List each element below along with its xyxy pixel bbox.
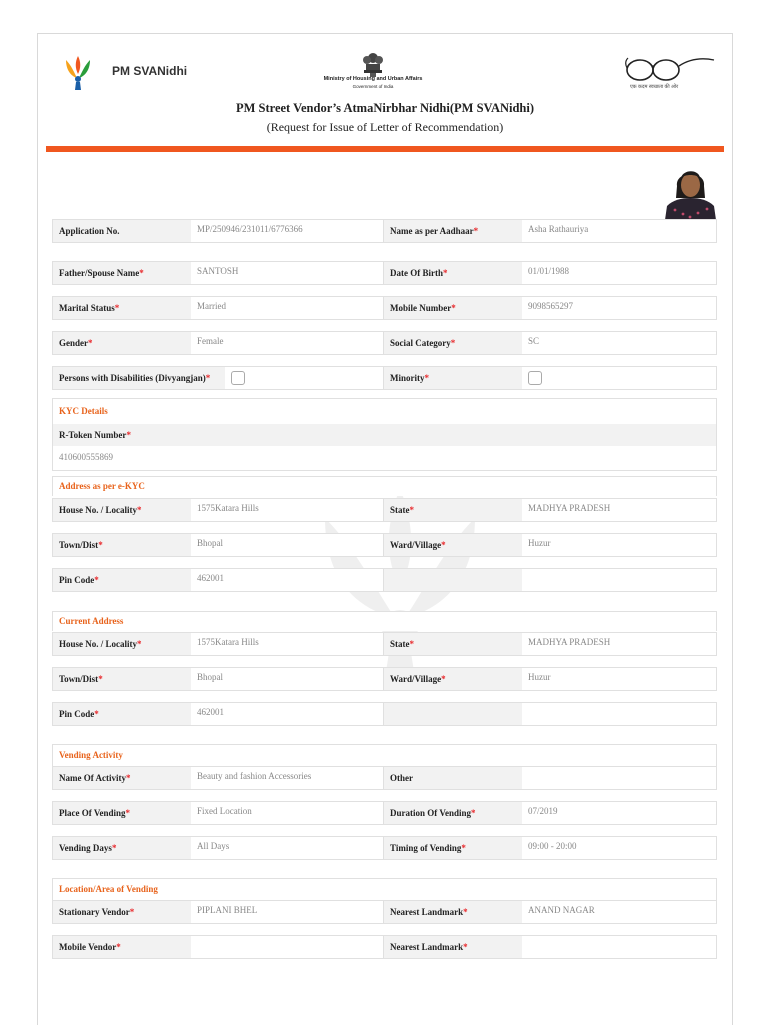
gender-value: Female	[197, 336, 224, 346]
ekyc-state-label: State*	[384, 499, 522, 521]
header-divider	[46, 146, 724, 152]
government-line: Government of India	[352, 84, 394, 89]
timing-label: Timing of Vending*	[384, 837, 522, 859]
marital-status-field	[52, 296, 384, 320]
marital-status-value: Married	[197, 301, 226, 311]
activity-value: Beauty and fashion Accessories	[197, 771, 312, 781]
current-state-label: State*	[384, 633, 522, 655]
current-address-heading: Current Address	[59, 616, 124, 626]
kyc-section	[52, 398, 717, 471]
current-ward-value: Huzur	[528, 672, 551, 682]
social-category-field	[383, 331, 717, 355]
place-of-vending-field	[52, 801, 384, 825]
marital-status-label: Marital Status*	[53, 297, 191, 319]
dob-label: Date Of Birth*	[384, 262, 522, 284]
name-field	[383, 219, 717, 243]
current-empty-field	[383, 702, 717, 726]
ekyc-pin-value: 462001	[197, 573, 224, 583]
stationary-vendor-value: PIPLANI BHEL	[197, 905, 258, 915]
kyc-heading: KYC Details	[59, 406, 108, 416]
ekyc-address-heading: Address as per e-KYC	[59, 481, 145, 491]
ekyc-address-section	[52, 476, 717, 496]
current-town-label: Town/Dist*	[53, 668, 191, 690]
current-pin-value: 462001	[197, 707, 224, 717]
application-no-label: Application No.	[53, 220, 191, 242]
timing-value: 09:00 - 20:00	[528, 841, 577, 851]
gender-label: Gender*	[53, 332, 191, 354]
pwd-field	[52, 366, 384, 390]
duration-field	[383, 801, 717, 825]
ekyc-empty-label	[384, 569, 522, 591]
place-of-vending-value: Fixed Location	[197, 806, 252, 816]
vending-days-label: Vending Days*	[53, 837, 191, 859]
swachh-bharat-tagline: एक कदम स्वच्छता की ओर	[630, 84, 679, 90]
father-name-value: SANTOSH	[197, 266, 239, 276]
current-pin-field	[52, 702, 384, 726]
application-no-field	[52, 219, 384, 243]
current-state-value: MADHYA PRADESH	[528, 637, 611, 647]
current-ward-field	[383, 667, 717, 691]
current-house-label: House No. / Locality*	[53, 633, 191, 655]
current-address-section	[52, 611, 717, 631]
ekyc-empty-field	[383, 568, 717, 592]
minority-checkbox[interactable]	[528, 371, 542, 385]
other-field	[383, 766, 717, 790]
ekyc-town-value: Bhopal	[197, 538, 223, 548]
duration-value: 07/2019	[528, 806, 558, 816]
name-label: Name as per Aadhaar*	[384, 220, 522, 242]
place-of-vending-label: Place Of Vending*	[53, 802, 191, 824]
current-town-value: Bhopal	[197, 672, 223, 682]
mobile-number-field	[383, 296, 717, 320]
rtoken-value: 410600555869	[59, 452, 113, 462]
current-house-value: 1575Katara Hills	[197, 637, 259, 647]
name-value: Asha Rathauriya	[528, 224, 589, 234]
dob-value: 01/01/1988	[528, 266, 570, 276]
minority-field	[383, 366, 717, 390]
landmark2-label: Nearest Landmark*	[384, 936, 522, 958]
vending-activity-heading: Vending Activity	[59, 750, 123, 760]
rtoken-label: R-Token Number*	[53, 424, 716, 446]
pwd-checkbox[interactable]	[231, 371, 245, 385]
ekyc-ward-field	[383, 533, 717, 557]
location-heading: Location/Area of Vending	[59, 884, 158, 894]
brand-name: PM SVANidhi	[112, 64, 188, 78]
ekyc-house-label: House No. / Locality*	[53, 499, 191, 521]
current-state-field	[383, 632, 717, 656]
mobile-vendor-label: Mobile Vendor*	[53, 936, 191, 958]
location-section	[52, 878, 717, 900]
mobile-vendor-field	[52, 935, 384, 959]
ekyc-town-field	[52, 533, 384, 557]
ekyc-state-value: MADHYA PRADESH	[528, 503, 611, 513]
ekyc-state-field	[383, 498, 717, 522]
page-title: PM Street Vendor’s AtmaNirbhar Nidhi(PM SVANidhi)	[235, 101, 535, 115]
ministry-name	[308, 76, 438, 90]
current-ward-label: Ward/Village*	[384, 668, 522, 690]
ekyc-pin-label: Pin Code*	[53, 569, 191, 591]
landmark2-field	[383, 935, 717, 959]
ekyc-ward-value: Huzur	[528, 538, 551, 548]
other-label: Other	[384, 767, 522, 789]
ekyc-pin-field	[52, 568, 384, 592]
applicant-photo	[665, 156, 716, 220]
stationary-vendor-label: Stationary Vendor*	[53, 901, 191, 923]
current-house-field	[52, 632, 384, 656]
activity-label: Name Of Activity*	[53, 767, 191, 789]
ekyc-house-field	[52, 498, 384, 522]
ministry-line: Ministry of Housing and Urban Affairs	[323, 76, 423, 82]
pm-svanidhi-logo-icon	[58, 52, 98, 92]
social-category-value: SC	[528, 336, 540, 346]
timing-field	[383, 836, 717, 860]
ekyc-town-label: Town/Dist*	[53, 534, 191, 556]
gender-field	[52, 331, 384, 355]
activity-field	[52, 766, 384, 790]
father-name-label: Father/Spouse Name*	[53, 262, 191, 284]
minority-label: Minority*	[384, 367, 522, 389]
page-subtitle: (Request for Issue of Letter of Recommendation)	[266, 120, 504, 134]
ekyc-ward-label: Ward/Village*	[384, 534, 522, 556]
mobile-number-label: Mobile Number*	[384, 297, 522, 319]
mobile-number-value: 9098565297	[528, 301, 573, 311]
duration-label: Duration Of Vending*	[384, 802, 522, 824]
father-name-field	[52, 261, 384, 285]
vending-activity-section	[52, 744, 717, 766]
current-town-field	[52, 667, 384, 691]
dob-field	[383, 261, 717, 285]
current-pin-label: Pin Code*	[53, 703, 191, 725]
social-category-label: Social Category*	[384, 332, 522, 354]
landmark-field	[383, 900, 717, 924]
application-no-value: MP/250946/231011/6776366	[197, 224, 303, 234]
landmark-label: Nearest Landmark*	[384, 901, 522, 923]
vending-days-value: All Days	[197, 841, 230, 851]
stationary-vendor-field	[52, 900, 384, 924]
landmark-value: ANAND NAGAR	[528, 905, 595, 915]
ekyc-house-value: 1575Katara Hills	[197, 503, 259, 513]
current-empty-label	[384, 703, 522, 725]
vending-days-field	[52, 836, 384, 860]
pwd-label: Persons with Disabilities (Divyangjan)*	[53, 367, 225, 389]
